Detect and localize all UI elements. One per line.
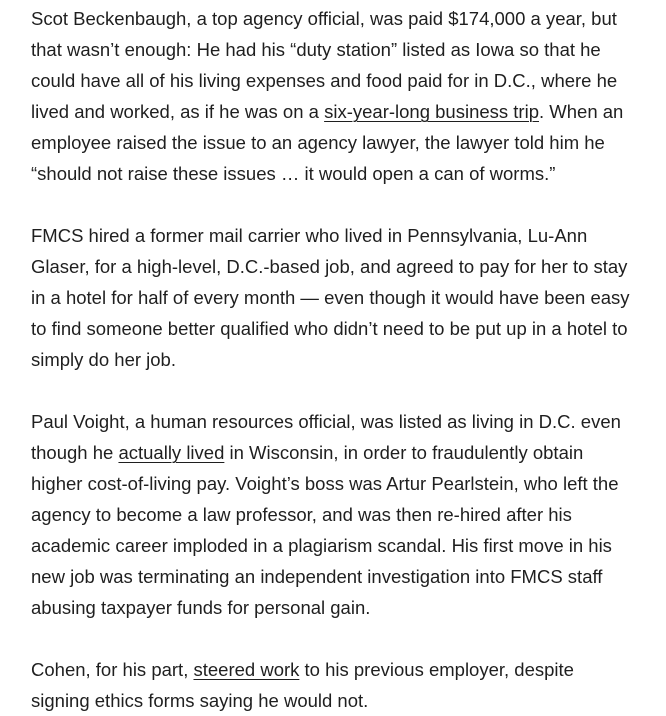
paragraph-cohen [31, 654, 631, 716]
paragraph-text: Paul Voight, a human resources official, was listed as living in D.C. even though he [31, 411, 621, 463]
paragraph-glaser [31, 220, 631, 375]
paragraph-beckenbaugh [31, 3, 631, 189]
link-actually-lived[interactable]: actually lived [118, 442, 225, 463]
link-six-year-long-business-trip[interactable]: six-year-long business trip [324, 101, 539, 122]
link-steered-work[interactable]: steered work [193, 659, 300, 680]
paragraph-text: Scot Beckenbaugh, a top agency official, was paid $174,000 a year, but that wasn’t enough: He had his “duty station” listed as Iowa so that he could have all of his living expenses and food paid for in D.C., where he lived and worked, as if he was on a [31, 8, 618, 122]
paragraph-text: Cohen, for his part, [31, 659, 194, 680]
paragraph-text: FMCS hired a former mail carrier who lived in Pennsylvania, Lu-Ann Glaser, for a high-level, D.C.-based job, and agreed to pay for her to stay in a hotel for half of every month — even though it would have been easy to find someone better qualified who didn’t need to be put up in a hotel to simply do her job. [31, 225, 630, 370]
paragraph-text: in Wisconsin, in order to fraudulently obtain higher cost-of-living pay. Voight’s boss was Artur Pearlstein, who left the agency to become a law professor, and was then re-hired after his academic career imploded in a plagiarism scandal. His first move in his new job was terminating an independent investigation into FMCS staff abusing taxpayer funds for personal gain. [31, 442, 619, 618]
paragraph-text: . When an employee raised the issue to an agency lawyer, the lawyer told him he “should not raise these issues … it would open a can of worms.” [31, 101, 624, 184]
paragraph-voight [31, 406, 631, 623]
paragraph-text: to his previous employer, despite signing ethics forms saying he would not. [31, 659, 574, 711]
article-body [31, 3, 631, 716]
